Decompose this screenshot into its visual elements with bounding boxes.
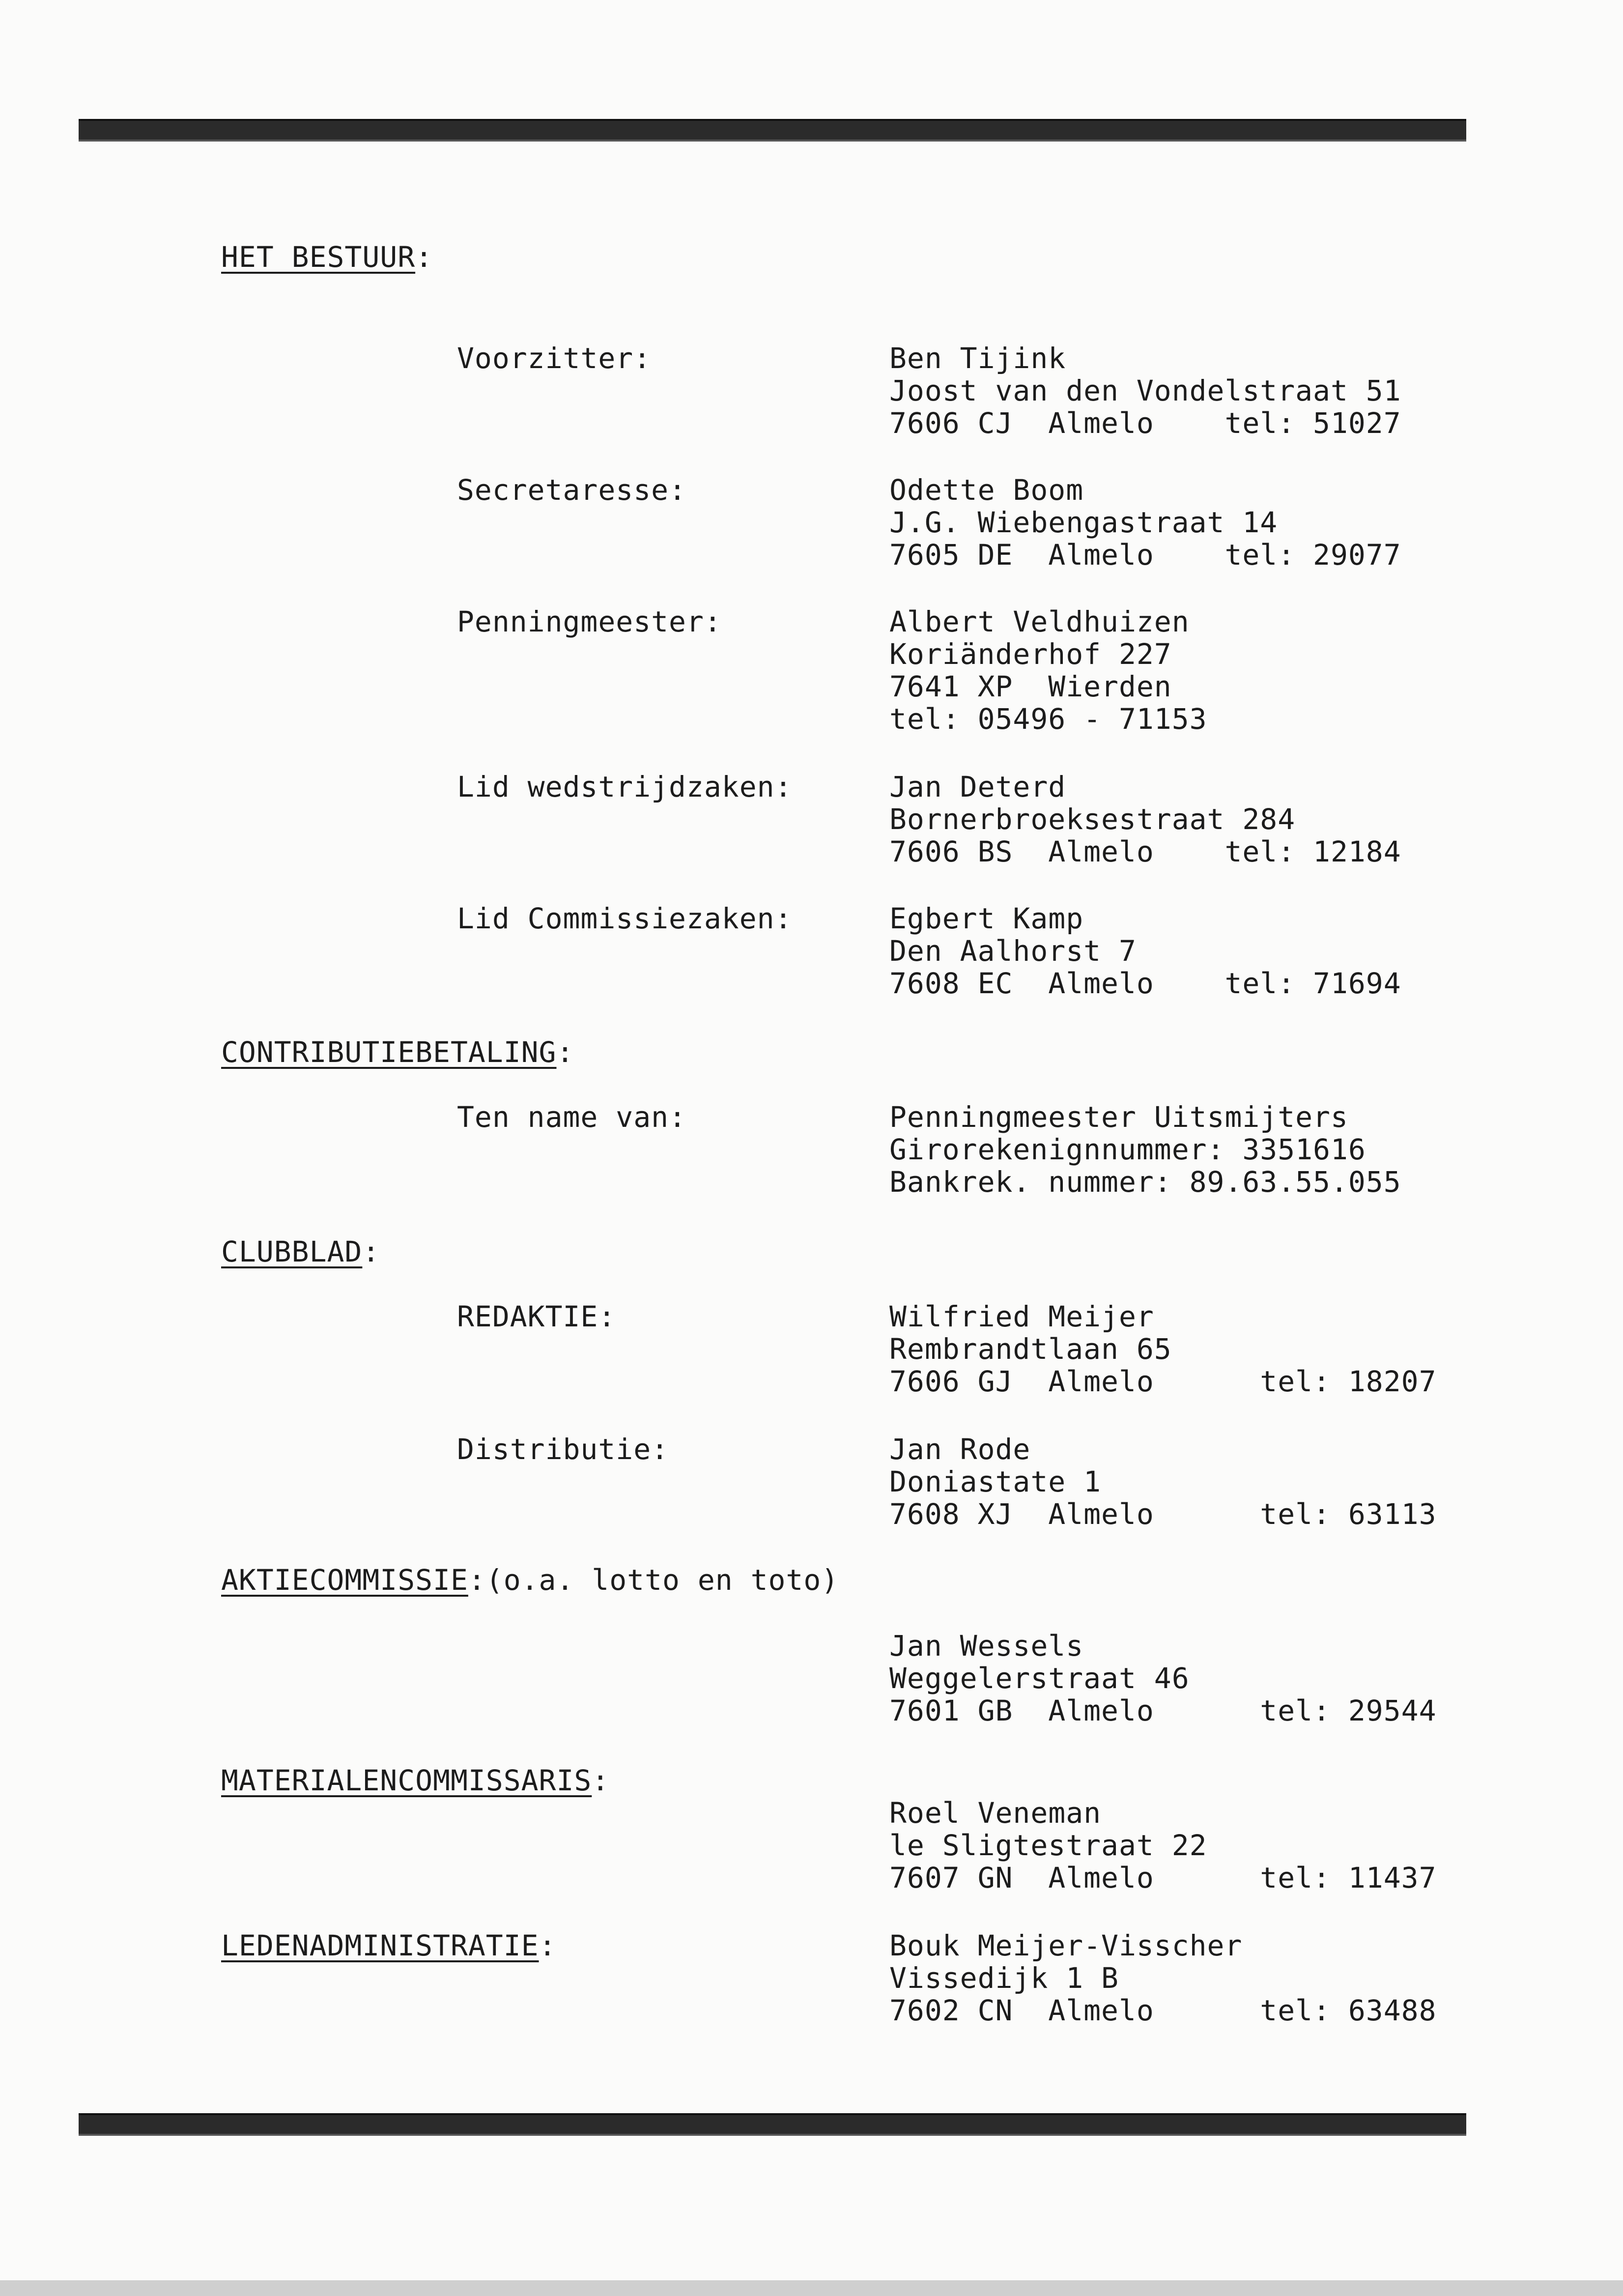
contact-secretaresse: Odette Boom J.G. Wiebengastraat 14 7605 DE Almelo tel: 29077 xyxy=(889,473,1401,572)
bottom-rule xyxy=(79,2113,1466,2136)
section-heading-bestuur: HET BESTUUR: xyxy=(221,240,433,274)
contact-redaktie: Wilfried Meijer Rembrandtlaan 65 7606 GJ Almelo tel: 18207 xyxy=(889,1300,1437,1398)
contact-distributie: Jan Rode Doniastate 1 7608 XJ Almelo tel: 63113 xyxy=(889,1433,1437,1531)
section-heading-ledenadministratie: LEDENADMINISTRATIE: xyxy=(221,1929,557,1962)
role-ten-name-van: Ten name van: xyxy=(457,1100,686,1134)
section-heading-aktiecommissie: AKTIECOMMISSIE:(o.a. lotto en toto) xyxy=(221,1563,839,1597)
contact-lid-commissiezaken: Egbert Kamp Den Aalhorst 7 7608 EC Almelo tel: 71694 xyxy=(889,902,1401,1000)
contact-ledenadministratie: Bouk Meijer-Visscher Vissedijk 1 B 7602 CN Almelo tel: 63488 xyxy=(889,1929,1437,2027)
section-heading-contributie: CONTRIBUTIEBETALING: xyxy=(221,1035,574,1069)
contact-materialencommissaris: Roel Veneman le Sligtestraat 22 7607 GN Almelo tel: 11437 xyxy=(889,1796,1437,1894)
contact-contributie: Penningmeester Uitsmijters Girorekenignnummer: 3351616 Bankrek. nummer: 89.63.55.055 xyxy=(889,1100,1401,1199)
contact-aktiecommissie: Jan Wessels Weggelerstraat 46 7601 GB Almelo tel: 29544 xyxy=(889,1629,1437,1727)
role-voorzitter: Voorzitter: xyxy=(457,342,652,375)
section-heading-clubblad: CLUBBLAD: xyxy=(221,1235,380,1268)
role-lid-wedstrijdzaken: Lid wedstrijdzaken: xyxy=(457,770,793,804)
role-penningmeester: Penningmeester: xyxy=(457,605,722,638)
contact-lid-wedstrijdzaken: Jan Deterd Bornerbroeksestraat 284 7606 BS Almelo tel: 12184 xyxy=(889,770,1401,868)
role-redaktie: REDAKTIE: xyxy=(457,1300,616,1333)
top-rule xyxy=(79,119,1466,142)
contact-voorzitter: Ben Tijink Joost van den Vondelstraat 51 7606 CJ Almelo tel: 51027 xyxy=(889,342,1401,440)
contact-penningmeester: Albert Veldhuizen Koriänderhof 227 7641 XP Wierden tel: 05496 - 71153 xyxy=(889,605,1207,736)
role-distributie: Distributie: xyxy=(457,1433,669,1466)
section-heading-materialencommissaris: MATERIALENCOMMISSARIS: xyxy=(221,1764,610,1797)
role-secretaresse: Secretaresse: xyxy=(457,473,686,507)
scan-bottom-edge xyxy=(0,2280,1623,2296)
role-lid-commissiezaken: Lid Commissiezaken: xyxy=(457,902,793,935)
